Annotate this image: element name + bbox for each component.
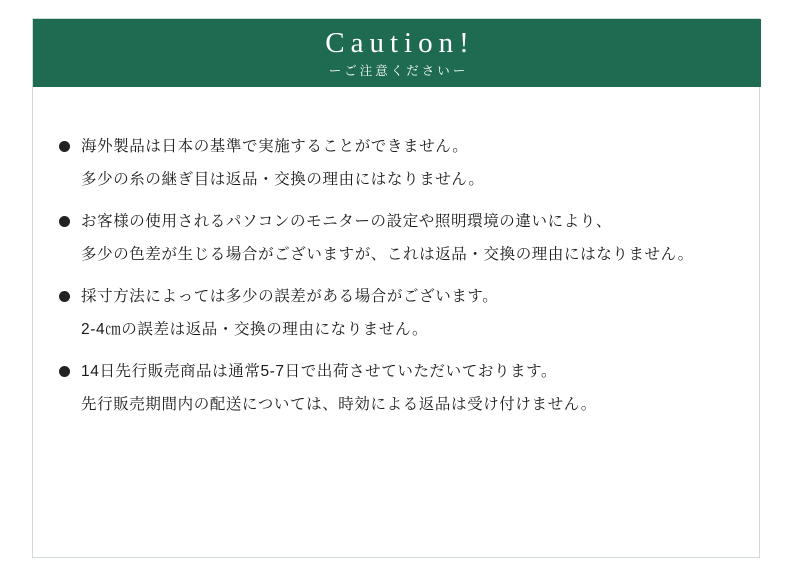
filled-circle-icon	[59, 216, 70, 227]
note-first-line-row	[59, 285, 735, 309]
page-title-japanese: ーご注意くださいー	[328, 63, 469, 78]
page-title-english: Caution!	[325, 26, 475, 59]
list-item	[59, 360, 735, 417]
list-item	[59, 285, 735, 342]
note-line-secondary: 先行販売期間内の配送については、時効による返品は受け付けません。	[81, 396, 597, 414]
notice-frame	[32, 18, 760, 558]
note-line-primary: 海外製品は日本の基準で実施することができません。	[81, 138, 469, 155]
filled-circle-icon	[59, 141, 70, 152]
note-first-line-row	[59, 360, 735, 384]
note-first-line-row	[59, 210, 735, 234]
list-item	[59, 210, 735, 267]
note-line-primary: 採寸方法によっては多少の誤差がある場合がございます。	[81, 288, 499, 306]
filled-circle-icon	[59, 366, 70, 377]
notes-list	[33, 87, 761, 558]
list-item	[59, 135, 735, 192]
note-first-line-row	[59, 135, 735, 159]
note-line-secondary: 2-4㎝の誤差は返品・交換の理由になりません。	[81, 321, 429, 339]
note-line-secondary: 多少の糸の継ぎ目は返品・交換の理由にはなりません。	[81, 171, 485, 189]
header-band	[33, 19, 761, 87]
note-line-secondary: 多少の色差が生じる場合がございますが、これは返品・交換の理由にはなりません。	[81, 246, 694, 264]
note-line-primary: 14日先行販売商品は通常5-7日で出荷させていただいております。	[81, 363, 558, 381]
filled-circle-icon	[59, 291, 70, 302]
note-line-primary: お客様の使用されるパソコンのモニターの設定や照明環境の違いにより、	[81, 213, 612, 231]
